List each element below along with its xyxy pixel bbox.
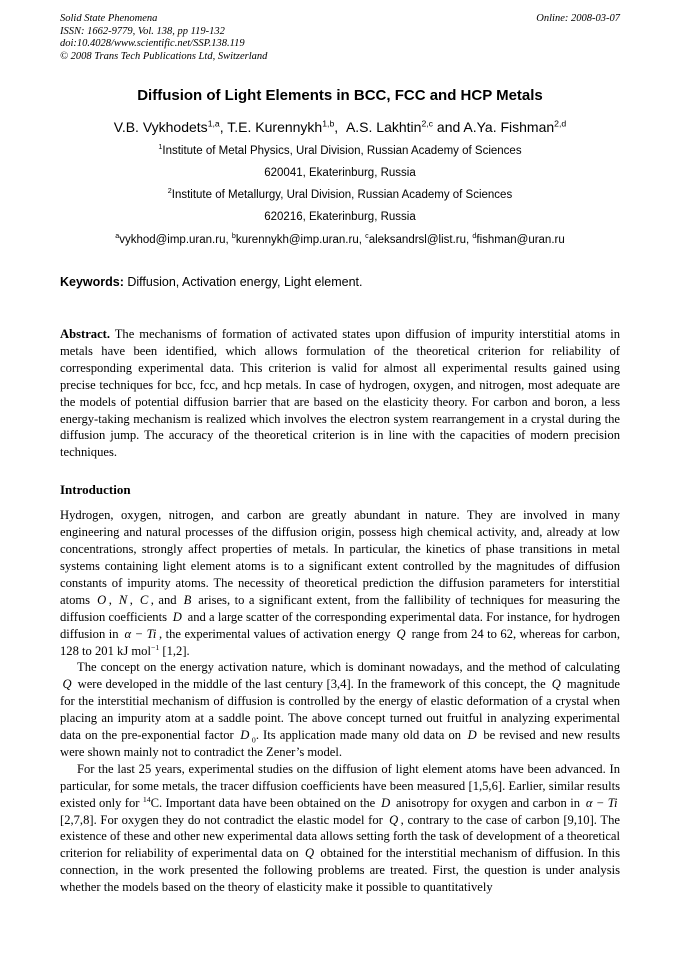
journal-doi-line: doi:10.4028/www.scientific.net/SSP.138.119 [60, 38, 245, 49]
paper-title: Diffusion of Light Elements in BCC, FCC and HCP Metals [137, 87, 543, 104]
keywords-line: Keywords: Diffusion, Activation energy, Light element. [60, 275, 363, 289]
journal-copyright-line: © 2008 Trans Tech Publications Ltd, Switzerland [60, 50, 268, 62]
author-emails: $^a$vykhod@imp.uran.ru, $^b$kurennykh@imp.uran.ru, $^c$aleksandrsl@list.ru, $^d$fishman@uran.ru [115, 232, 565, 246]
abstract-paragraph: Abstract. The mechanisms of formation of activated states upon diffusion of impurity interstitial atoms in metals have been identified, which allows formulation of the theoretical criterion for reliability of corresponding experimental data. This criterion is valid for almost all experimental results gained using precise techniques for bcc, fcc, and hcp metals. In case of hydrogen, oxygen, and nitrogen, most adequate are the models of potential diffusion barrier that are based on the elasticity theory. For carbon and boron, a less energy-taking mechanism is realized which involves the electron system rearrangement in a crystal during the diffusion jump. The accuracy of the theoretical criterion is in line with the capacities of modern precision techniques. [60, 327, 620, 460]
affiliation-2-address: 620216, Ekaterinburg, Russia [264, 211, 416, 223]
journal-issn-line: ISSN: 1662-9779, Vol. 138, pp 119-132 [60, 25, 225, 37]
intro-paragraph-1: Hydrogen, oxygen, nitrogen, and carbon are greatly abundant in nature. They are involved in many engineering and natural processes of the diffusion origin, possess high chemical activity, and, already at low concentrations, strongly affect properties of metals. In particular, the kinetics of phase transitions in metal systems containing light element atoms is to a significant extent controlled by the magnitudes of diffusion constants of impurity atoms. The necessity of theoretical prediction the diffusion parameters for interstitial atoms O , N , C , and B arises, to a significant extent, from the fallibility of techniques for measuring the diffusion coefficients D and a large scatter of the corresponding experimental data. For instance, for hydrogen diffusion in α − Ti , the experimental values of activation energy Q range from 24 to 62, whereas for carbon, 128 to 201 kJ mol$^{-1}$ [1,2]. [60, 508, 621, 658]
section-heading-introduction: Introduction [60, 482, 131, 498]
intro-paragraph-2: The concept on the energy activation nature, which is dominant nowadays, and the method of calculating Q were developed in the middle of the last century [3,4]. In the framework of this concept, the Q magnitude for the interstitial mechanism of diffusion is controlled by the energy of elastic deformation of a crystal when placing an impurity atom at a saddle point. The above concept turned out fruitful in analyzing experimental data on the pre-exponential factor D $_0$. Its application made many old data on D be revised and new results were shown mainly not to contradict the Zener’s model. [60, 660, 620, 759]
journal-info [60, 13, 267, 63]
authors-line: V.B. Vykhodets$^{1,a}$, T.E. Kurennykh$^{1,b}$, A.S. Lakhtin$^{2,c}$ and A.Ya. Fishman$^{2,d}$ [113, 118, 567, 135]
affiliation-2: $^2$Institute of Metallurgy, Ural Division, Russian Academy of Sciences [167, 187, 513, 201]
journal-name: Solid State Phenomena [60, 13, 158, 24]
intro-paragraph-3: For the last 25 years, experimental studies on the diffusion of light element atoms have been advanced. In particular, for some metals, the tracer diffusion coefficients have been measured [1,5,6]. Earlier, similar results existed only for $^{14}$C. Important data have been obtained on the D anisotropy for oxygen and carbon in α − Ti [2,7,8]. For oxygen they do not contradict the elastic model for Q , contrary to the case of carbon [9,10]. The existence of these and other new experimental data allows setting forth the task of development of a theoretical criterion for reliability of experimental data on Q obtained for the interstitial mechanism of diffusion. In this connection, in the work presented the following problems are treated. First, the question is under analysis whether the models based on the theory of elasticity make it possible to quantitatively [60, 761, 621, 895]
journal-header [60, 13, 620, 63]
online-date: Online: 2008-03-07 [536, 13, 620, 24]
affiliation-1-address: 620041, Ekaterinburg, Russia [264, 167, 416, 179]
affiliation-1: $^1$Institute of Metal Physics, Ural Division, Russian Academy of Sciences [158, 143, 522, 157]
